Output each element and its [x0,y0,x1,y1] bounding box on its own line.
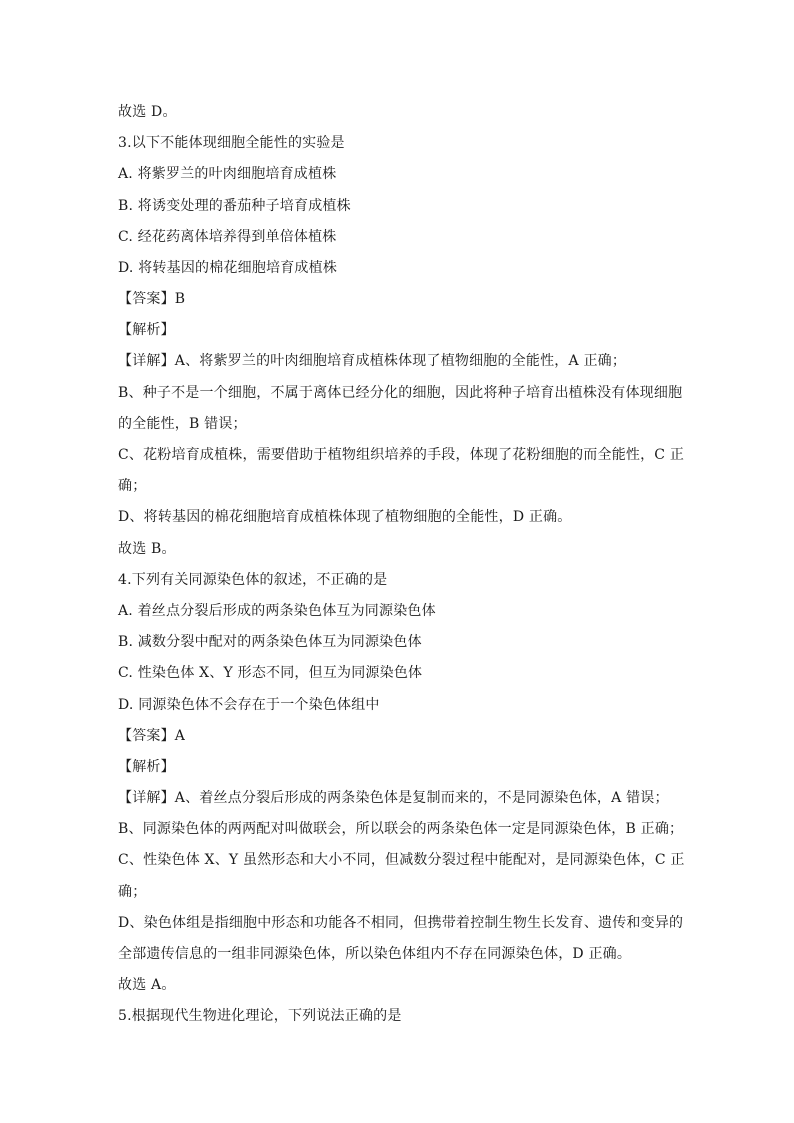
text-line: 确； [118,478,147,494]
question-3-option-b: B. 将诱变处理的番茄种子培育成植株 [118,198,351,214]
text-line: B、同源染色体的两两配对叫做联会，所以联会的两条染色体一定是同源染色体，B 正确； [118,821,684,837]
text-line: 【详解】A、将紫罗兰的叶肉细胞培育成植株体现了植物细胞的全能性，A 正确； [118,353,627,369]
question-4-option-b: B. 减数分裂中配对的两条染色体互为同源染色体 [118,634,422,650]
question-4-option-a: A. 着丝点分裂后形成的两条染色体互为同源染色体 [118,603,436,619]
question-3-analysis-heading: 【解析】 [118,322,175,338]
text-line: 【详解】A、着丝点分裂后形成的两条染色体是复制而来的，不是同源染色体，A 错误； [118,790,669,806]
text-line: 故选 B。 [118,541,176,557]
text-line: C、花粉培育成植株，需要借助于植物组织培养的手段，体现了花粉细胞的而全能性，C 正 [118,447,685,463]
question-4-option-c: C. 性染色体 X、Y 形态不同，但互为同源染色体 [118,665,423,681]
text-line: 故选 A。 [118,977,176,993]
question-3-answer: 【答案】B [118,291,186,307]
question-4-answer: 【答案】A [118,728,186,744]
question-3-option-a: A. 将紫罗兰的叶肉细胞培育成植株 [118,166,337,182]
question-4-analysis-heading: 【解析】 [118,759,175,775]
question-5-stem: 5.根据现代生物进化理论，下列说法正确的是 [118,1008,402,1024]
text-line: D、染色体组是指细胞中形态和功能各不相同，但携带着控制生物生长发育、遗传和变异的 [118,915,684,931]
text-line: 确； [118,884,147,900]
text-line: B、种子不是一个细胞，不属于离体已经分化的细胞，因此将种子培育出植株没有体现细胞 [118,385,683,401]
question-4-stem: 4.下列有关同源染色体的叙述，不正确的是 [118,572,388,588]
text-line: 的全能性，B 错误； [118,416,247,432]
question-3-option-c: C. 经花药离体培养得到单倍体植株 [118,229,337,245]
question-4-option-d: D. 同源染色体不会存在于一个染色体组中 [118,697,380,713]
text-line: D、将转基因的棉花细胞培育成植株体现了植物细胞的全能性，D 正确。 [118,509,572,525]
question-3-option-d: D. 将转基因的棉花细胞培育成植株 [118,260,338,276]
text-line: 故选 D。 [118,104,177,120]
text-line: 全部遗传信息的一组非同源染色体，所以染色体组内不存在同源染色体，D 正确。 [118,946,632,962]
question-3-stem: 3.以下不能体现细胞全能性的实验是 [118,135,345,151]
text-line: C、性染色体 X、Y 虽然形态和大小不同，但减数分裂过程中能配对，是同源染色体，C 正 [118,852,685,868]
